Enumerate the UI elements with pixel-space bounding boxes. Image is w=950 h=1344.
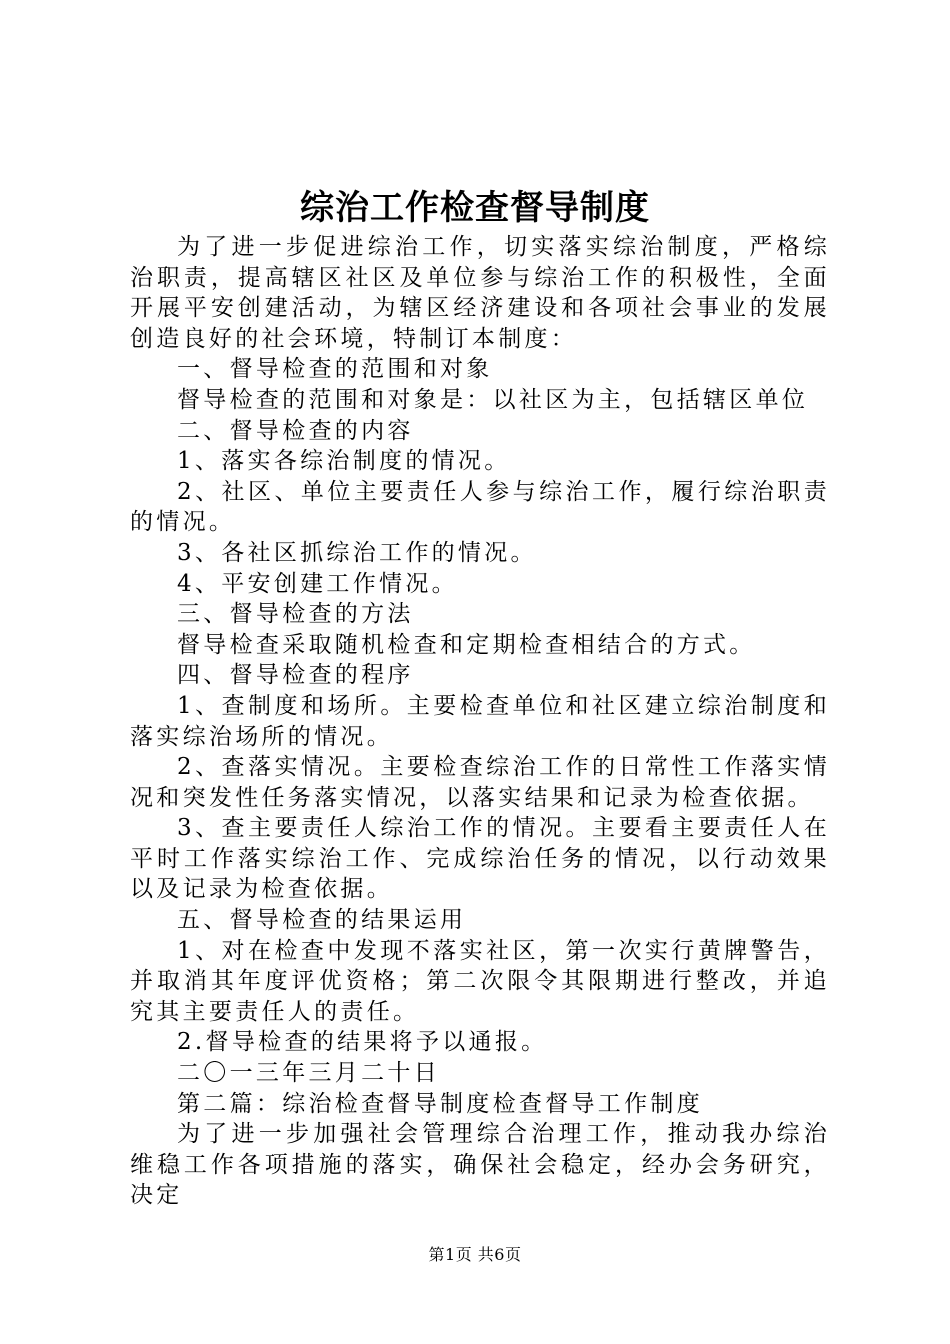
paragraph-method: 督导检查采取随机检查和定期检查相结合的方式。 [177,631,756,658]
procedure-item-1: 1、查制度和场所。主要检查单位和社区建立综治制度和落实综治场所的情况。 [130,692,830,750]
document-date: 二〇一三年三月二十日 [177,1060,440,1087]
content-item-2: 2、社区、单位主要责任人参与综治工作，履行综治职责的情况。 [130,478,830,536]
content-item-1: 1、落实各综治制度的情况。 [177,448,511,475]
section-heading-results: 五、督导检查的结果运用 [177,907,467,934]
results-item-1: 1、对在检查中发现不落实社区，第一次实行黄牌警告，并取消其年度评优资格；第二次限令其限期进行整改，并追究其主要责任人的责任。 [130,937,830,1025]
section-heading-content: 二、督导检查的内容 [177,417,414,444]
content-item-3: 3、各社区抓综治工作的情况。 [177,539,537,566]
section-heading-scope: 一、督导检查的范围和对象 [177,356,493,383]
document-body [130,232,830,1211]
document-title: 综治工作检查督导制度 [300,188,650,228]
section-heading-method: 三、督导检查的方法 [177,601,414,628]
procedure-item-3: 3、查主要责任人综治工作的情况。主要看主要责任人在平时工作落实综治工作、完成综治任务的情况，以行动效果以及记录为检查依据。 [130,815,830,903]
page-footer: 第1页 共6页 [428,1245,522,1264]
paragraph-intro: 为了进一步促进综治工作，切实落实综治制度，严格综治职责，提高辖区社区及单位参与综治工作的积极性，全面开展平安创建活动，为辖区经济建设和各项社会事业的发展创造良好的社会环境，特制订本制度： [130,234,830,352]
section-heading-procedure: 四、督导检查的程序 [177,662,414,689]
procedure-item-2: 2、查落实情况。主要检查综治工作的日常性工作落实情况和突发性任务落实情况，以落实结果和记录为检查依据。 [130,754,830,811]
content-item-4: 4、平安创建工作情况。 [177,570,458,597]
paragraph-scope: 督导检查的范围和对象是：以社区为主，包括辖区单位 [177,386,809,413]
results-item-2: 2.督导检查的结果将予以通报。 [177,1029,548,1056]
second-article-intro: 为了进一步加强社会管理综合治理工作，推动我办综治维稳工作各项措施的落实，确保社会稳定，经办会务研究，决定 [130,1121,830,1209]
second-article-heading: 第二篇：综治检查督导制度检查督导工作制度 [177,1090,703,1117]
